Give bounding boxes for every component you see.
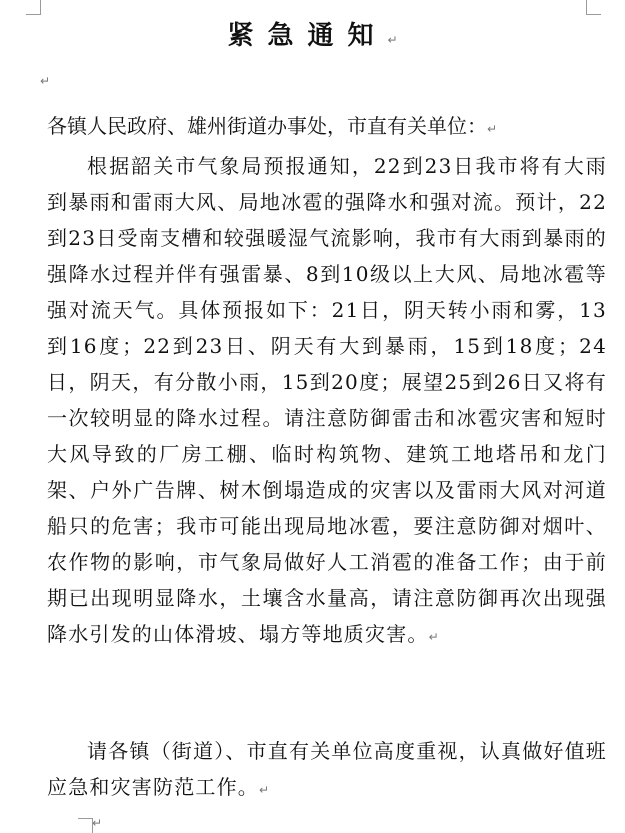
paragraph-mark-icon: ↵ bbox=[487, 122, 498, 136]
body-paragraph bbox=[47, 733, 607, 808]
margin-corner-mark bbox=[26, 0, 41, 15]
title-text: 紧急通知 bbox=[227, 21, 388, 51]
paragraph-text: 请各镇（街道）、市直有关单位高度重视，认真做好值班应急和灾害防范工作。 bbox=[47, 739, 607, 799]
paragraph-mark-icon: ↵ bbox=[428, 630, 439, 644]
salutation-text: 各镇人民政府、雄州街道办事处，市直有关单位： bbox=[47, 114, 487, 138]
body-paragraph bbox=[47, 148, 607, 655]
paragraph-mark-icon: ↵ bbox=[259, 783, 270, 797]
paragraph-mark-icon: ↵ bbox=[387, 33, 398, 47]
paragraph-mark-icon: ↵ bbox=[40, 74, 51, 88]
paragraph-mark-icon: ↵ bbox=[92, 816, 103, 830]
margin-corner-mark bbox=[586, 0, 601, 15]
paragraph-text: 根据韶关市气象局预报通知，22到23日我市将有大雨到暴雨和雷雨大风、局地冰雹的强降水和强对流。预计，22到23日受南支槽和较强暖湿气流影响，我市有大雨到暴雨的强降水过程并伴有强雷暴、8到10级以上大风、局地冰雹等强对流天气。具体预报如下：21日，阴天转小雨和雾，13到16度；22到23日、阴天有大到暴雨，15到18度；24日，阴天，有分散小雨，15到20度；展望25到26日又将有一次较明显的降水过程。请注意防御雷击和冰雹灾害和短时大风导致的厂房工棚、临时构筑物、建筑工地塔吊和龙门架、户外广告牌、树木倒塌造成的灾害以及雷雨大风对河道船只的危害；我市可能出现局地冰雹，要注意防御对烟叶、农作物的影响，市气象局做好人工消雹的准备工作；由于前期已出现明显降水，土壤含水量高，请注意防御再次出现强降水引发的山体滑坡、塌方等地质灾害。 bbox=[47, 154, 607, 646]
empty-line bbox=[92, 812, 102, 831]
document-title bbox=[0, 16, 625, 60]
empty-line bbox=[40, 70, 50, 90]
salutation bbox=[47, 108, 497, 147]
